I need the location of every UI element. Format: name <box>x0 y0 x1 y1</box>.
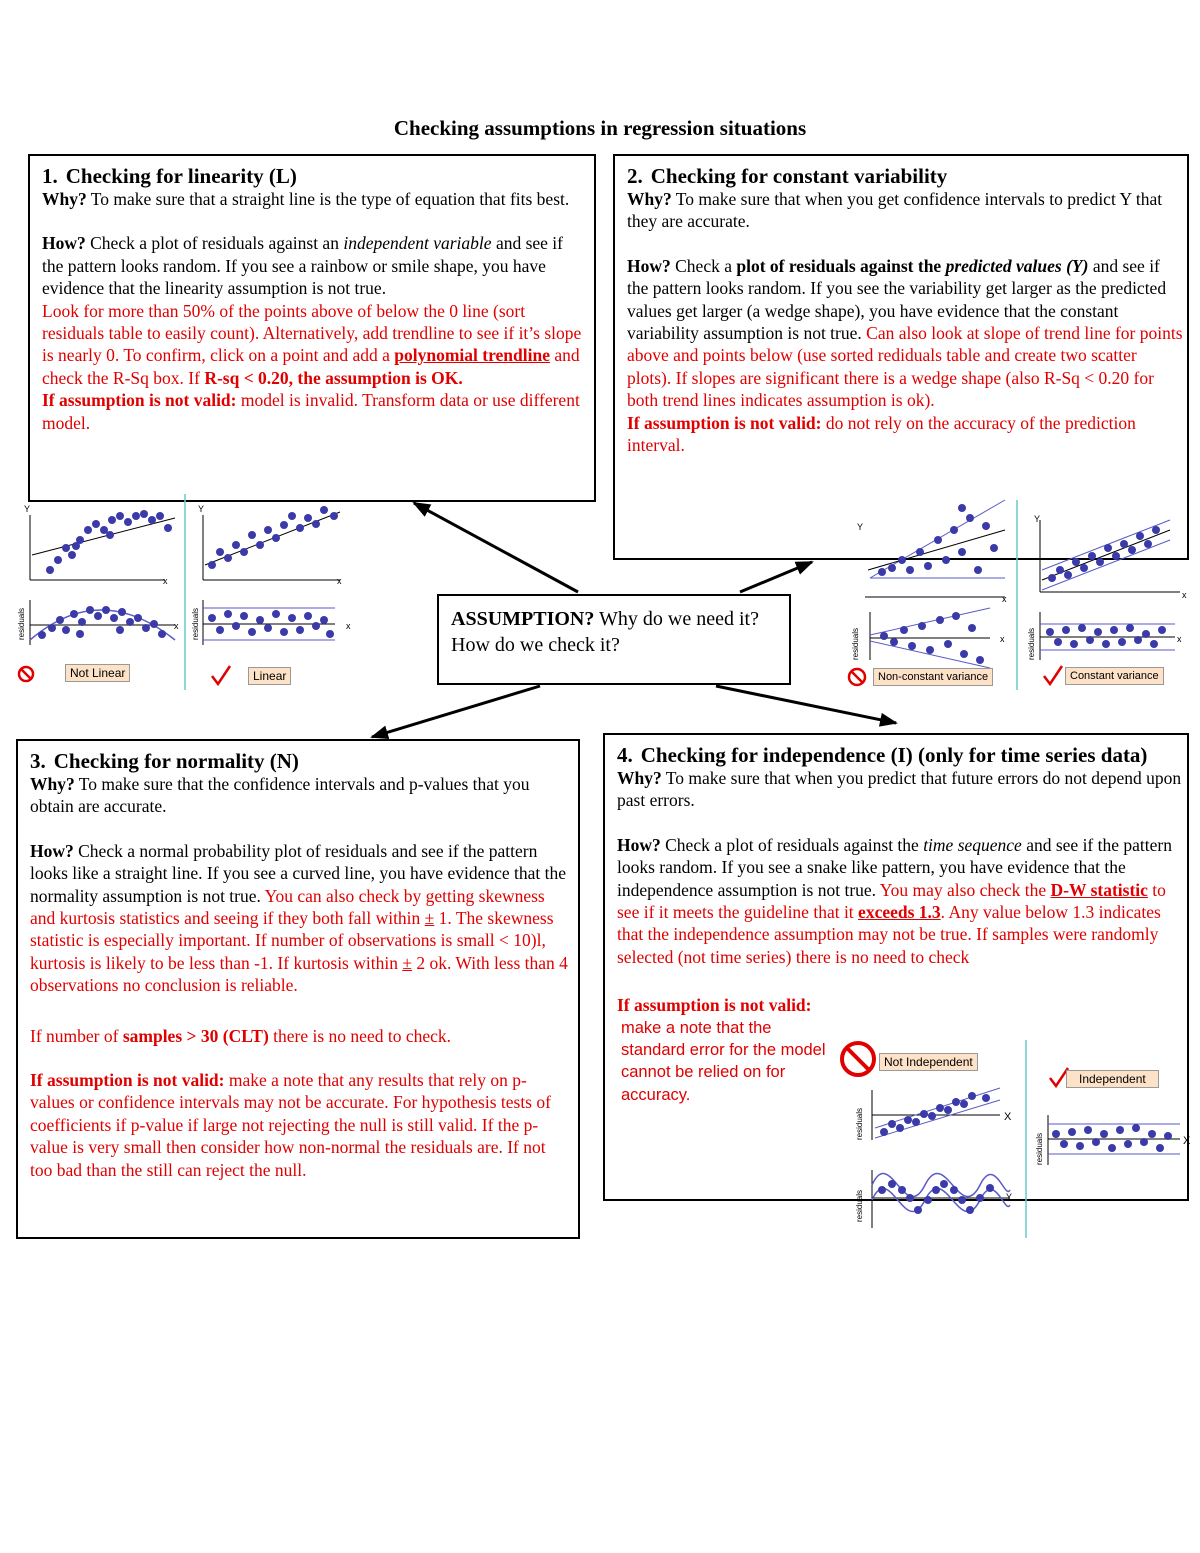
svg-text:residuals: residuals <box>17 607 26 640</box>
not-independent-tag: Not Independent <box>879 1053 978 1071</box>
svg-text:Y: Y <box>1034 514 1041 524</box>
svg-text:x: x <box>1000 634 1005 644</box>
linear-tag: Linear <box>248 667 291 685</box>
linearity-figures <box>17 494 351 690</box>
svg-text:x: x <box>337 576 342 586</box>
svg-text:Y: Y <box>24 504 31 514</box>
constant-variance-tag: Constant variance <box>1065 667 1164 685</box>
not-linear-tag: Not Linear <box>65 664 130 682</box>
svg-text:residuals: residuals <box>855 1189 864 1222</box>
independence-box: 4. Checking for independence (I) (only for time series data) Why? To make sure that when you predict that future errors do not depend upon past errors. How? Check a plot of residuals against the time sequence and see if the pattern looks random. If you see a snake like pattern, you have evidence that the independence assumption is not true. You may also check the D-W statistic to see if it meets the guideline that it exceeds 1.3. Any value below 1.3 indicates that the independence assumption may not be true. If samples were randomly selected (not time series) there is no need to check If assumption is not valid: make a note that the standard error for the model cannot be relied on for accuracy. <box>603 733 1189 1201</box>
svg-text:residuals: residuals <box>191 607 200 640</box>
svg-text:residuals: residuals <box>851 627 860 660</box>
dw-statistic-link[interactable]: D-W statistic <box>1050 879 1148 900</box>
independence-heading: 4. Checking for independence (I) (only for time series data) <box>617 743 1148 767</box>
svg-text:x: x <box>1177 634 1182 644</box>
prohibited-icon <box>19 667 33 681</box>
constant-variability-heading: 2. Checking for constant variability <box>627 164 948 188</box>
svg-text:x: x <box>346 621 351 631</box>
independent-tag: Independent <box>1066 1070 1159 1088</box>
normality-heading: 3. Checking for normality (N) <box>30 749 299 773</box>
svg-text:Y: Y <box>857 522 864 532</box>
arrow-to-normality <box>372 686 540 737</box>
check-icon <box>212 666 230 684</box>
svg-text:x: x <box>1182 590 1187 600</box>
svg-text:x: x <box>174 621 179 631</box>
non-constant-variance-tag: Non-constant variance <box>873 668 993 686</box>
check-icon <box>1044 666 1062 684</box>
arrow-to-variability <box>740 562 812 592</box>
svg-text:x: x <box>163 576 168 586</box>
prohibited-icon <box>849 669 865 685</box>
svg-text:residuals: residuals <box>1035 1132 1044 1165</box>
assumption-question-box: ASSUMPTION? Why do we need it? How do we check it? <box>437 594 791 685</box>
linearity-box: 1. Checking for linearity (L) Why? To make sure that a straight line is the type of equation that fits best. How? Check a plot of residuals against an independent variable and see if the pattern looks random. If you see a rainbow or smile shape, you have evidence that the linearity assumption is not true. Look for more than 50% of the points above of below the 0 line (sort residuals table to easily count). Alternatively, add trendline to see if it’s slope is nearly 0. To confirm, click on a point and add a polynomial trendline and check the R-Sq box. If R-sq < 0.20, the assumption is OK. If assumption is not valid: model is invalid. Transform data or use different model. <box>28 154 596 502</box>
svg-text:x: x <box>1002 594 1007 604</box>
svg-text:X: X <box>1183 1135 1191 1147</box>
page-title: Checking assumptions in regression situations <box>393 116 807 140</box>
arrow-to-independence <box>716 686 896 723</box>
svg-text:X: X <box>1004 1111 1012 1123</box>
svg-text:residuals: residuals <box>1027 627 1036 660</box>
svg-text:residuals: residuals <box>855 1107 864 1140</box>
normality-box: 3. Checking for normality (N) Why? To make sure that the confidence intervals and p-values that you obtain are accurate. How? Check a normal probability plot of residuals and see if the pattern looks like a straight line. If you see a curved line, you have evidence that the normality assumption is not true. You can also check by getting skewness and kurtosis statistics and seeing if they both fall within ± 1. The skewness statistic is especially important. If number of observations is small < 10)l, kurtosis is likely to be less than -1. If kurtosis within ± 2 ok. With less than 4 observations no conclusion is reliable. If number of samples > 30 (CLT) there is no need to check. If assumption is not valid: make a note that any results that rely on p-values or confidence intervals may not be accurate. For hypothesis tests of coefficients if p-value if large not rejecting the null is still valid. If the p-value is very small then consider how non-normal the residuals are. If not too bad than the still can reject the null. <box>16 739 580 1239</box>
prohibited-icon <box>842 1043 874 1075</box>
arrow-to-linearity <box>414 503 578 592</box>
polynomial-trendline-link[interactable]: polynomial trendline <box>394 345 550 366</box>
constant-variability-box: 2. Checking for constant variability Why? To make sure that when you get confidence intervals to predict Y that they are accurate. How? Check a plot of residuals against the predicted values (Y) and see if the pattern looks random. If you see the variability get larger as the predicted values get larger (a wedge shape), you have evidence that the constant variability assumption is not true. Can also look at slope of trend line for points above and points below (use sorted rediduals table and create two scatter plots). If slopes are significant there is a wedge shape (also R-Sq < 0.20 for both trend lines indicates assumption is ok). If assumption is not valid: do not rely on the accuracy of the prediction interval. <box>613 154 1189 560</box>
svg-text:Y: Y <box>198 504 205 514</box>
svg-text:Y: Y <box>1006 1192 1013 1202</box>
variability-figures <box>849 500 1187 690</box>
linearity-heading: 1. Checking for linearity (L) <box>42 164 297 188</box>
